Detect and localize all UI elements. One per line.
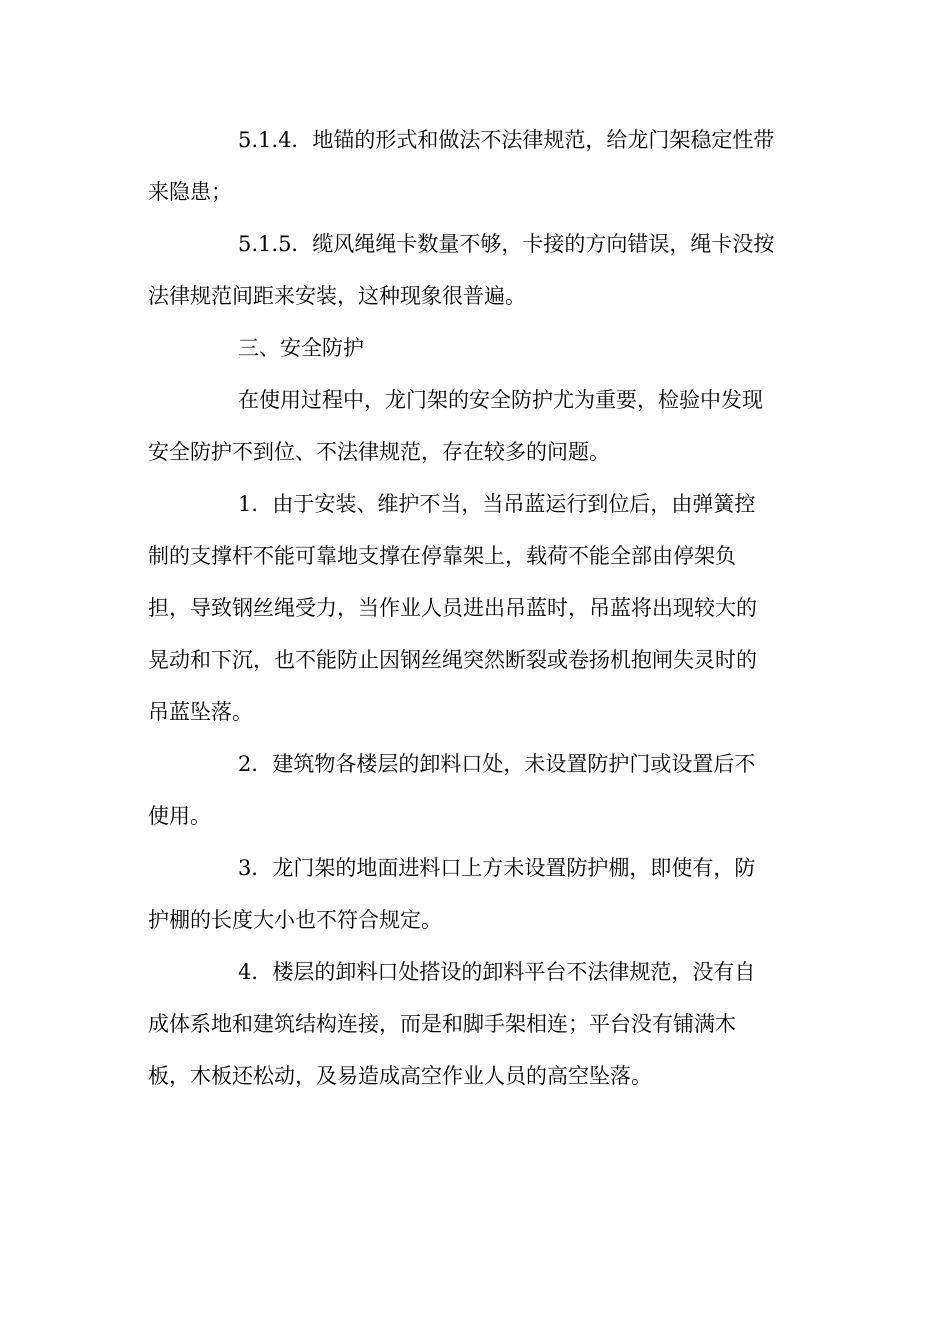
paragraph-intro [148,374,798,478]
paragraph-item-1 [148,478,798,738]
heading-text: 三、安全防护 [238,336,364,360]
text-line: 板，木板还松动，及易造成高空作业人员的高空坠落。 [148,1064,652,1088]
text-line: 安全防护不到位、不法律规范，存在较多的问题。 [148,440,610,464]
text-line: 2．建筑物各楼层的卸料口处，未设置防护门或设置后不 [238,752,756,776]
document-body [148,114,798,1102]
paragraph-item-2 [148,738,798,842]
text-line: 担，导致钢丝绳受力，当作业人员进出吊蓝时，吊蓝将出现较大的 [148,596,757,620]
text-line: 使用。 [148,804,211,828]
section-heading-safety [148,322,798,374]
text-line: 来隐患； [148,180,232,204]
paragraph-5-1-4 [148,114,798,218]
text-line: 护棚的长度大小也不符合规定。 [148,908,442,932]
text-line: 4．楼层的卸料口处搭设的卸料平台不法律规范，没有自 [238,960,756,984]
paragraph-item-4 [148,946,798,1102]
text-line: 在使用过程中，龙门架的安全防护尤为重要，检验中发现 [238,388,763,412]
text-line: 1．由于安装、维护不当，当吊蓝运行到位后，由弹簧控 [238,492,756,516]
text-line: 吊蓝坠落。 [148,700,253,724]
text-line: 法律规范间距来安装，这种现象很普遍。 [148,284,526,308]
text-line: 3．龙门架的地面进料口上方未设置防护棚，即使有，防 [238,856,756,880]
paragraph-item-3 [148,842,798,946]
paragraph-5-1-5 [148,218,798,322]
text-line: 晃动和下沉，也不能防止因钢丝绳突然断裂或卷扬机抱闸失灵时的 [148,648,757,672]
text-line: 5.1.4．地锚的形式和做法不法律规范，给龙门架稳定性带 [238,128,775,152]
text-line: 成体系地和建筑结构连接，而是和脚手架相连；平台没有铺满木 [148,1012,736,1036]
text-line: 制的支撑杆不能可靠地支撑在停靠架上，载荷不能全部由停架负 [148,544,736,568]
text-line: 5.1.5．缆风绳绳卡数量不够，卡接的方向错误，绳卡没按 [238,232,775,256]
